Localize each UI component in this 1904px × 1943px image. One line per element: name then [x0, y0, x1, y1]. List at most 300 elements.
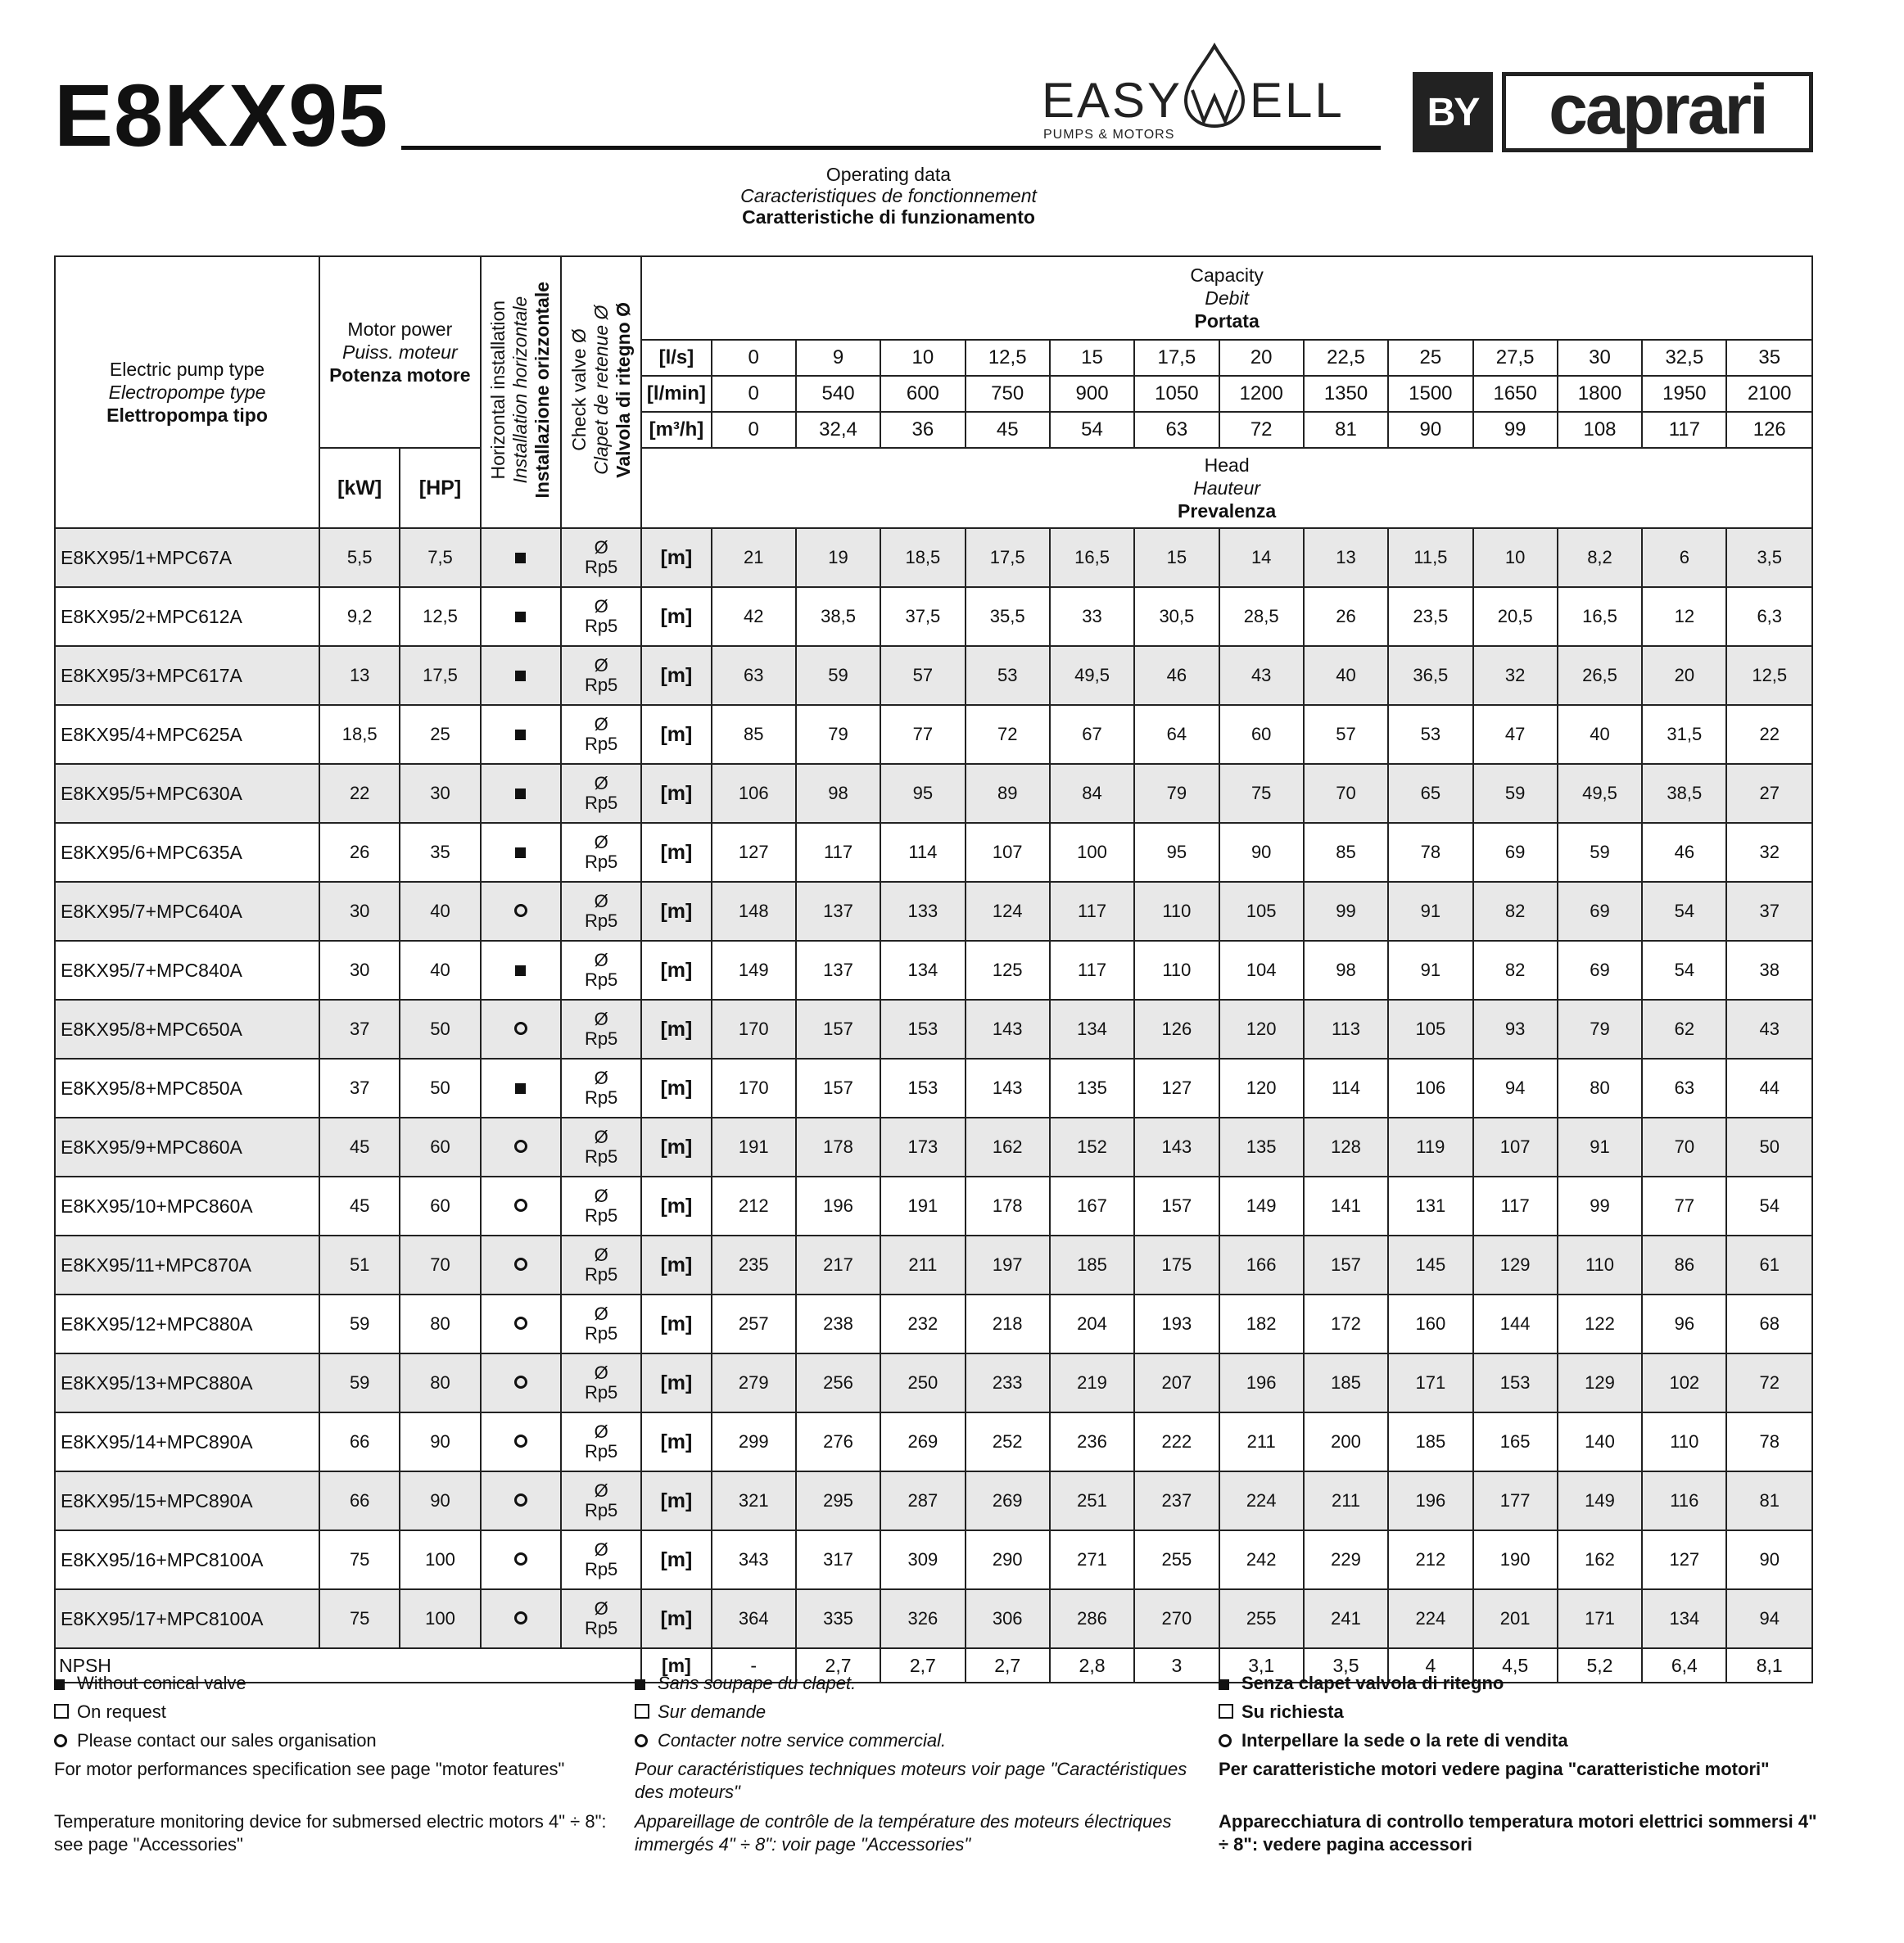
- motor-kw: 30: [319, 882, 400, 941]
- head-value: 193: [1134, 1295, 1219, 1353]
- table-row: [55, 1295, 1812, 1353]
- head-value: 36,5: [1388, 646, 1472, 705]
- filled-square-icon: [515, 788, 526, 799]
- motor-hp: 80: [400, 1353, 480, 1412]
- head-value: 54: [1726, 1177, 1812, 1236]
- head-value: 211: [1219, 1412, 1304, 1471]
- circle-icon: [514, 1022, 527, 1035]
- head-value: 145: [1388, 1236, 1472, 1295]
- npsh-value: 2,8: [1050, 1648, 1134, 1683]
- head-value: 157: [1304, 1236, 1388, 1295]
- head-value: 162: [1558, 1530, 1642, 1589]
- filled-square-icon: [515, 553, 526, 563]
- easywell-logo-subtitle: PUMPS & MOTORS: [1043, 128, 1175, 142]
- note-it-request: Su richiesta: [1241, 1701, 1344, 1722]
- check-valve-symbol: Ø: [594, 1186, 608, 1206]
- head-value: 67: [1050, 705, 1134, 764]
- head-value: 102: [1642, 1353, 1726, 1412]
- flow-value: 1050: [1134, 376, 1219, 412]
- motor-kw: 37: [319, 1059, 400, 1118]
- head-value: 148: [712, 882, 796, 941]
- flow-value: 30: [1558, 340, 1642, 376]
- head-value: 35,5: [966, 587, 1050, 646]
- check-valve: [561, 882, 641, 941]
- note-fr-temp: Appareillage de contrôle de la température des moteurs électriques immergés 4" ÷ 8": voir page "Accessories": [635, 1811, 1172, 1855]
- capacity-header-fr: Debit: [1205, 287, 1249, 309]
- head-value: 133: [880, 882, 965, 941]
- head-value: 135: [1219, 1118, 1304, 1177]
- head-value: 99: [1558, 1177, 1642, 1236]
- head-value: 110: [1642, 1412, 1726, 1471]
- check-valve-size: Rp5: [584, 675, 618, 695]
- head-value: 3,5: [1726, 528, 1812, 587]
- motor-hp: 60: [400, 1118, 480, 1177]
- horizontal-installation-mark: [481, 1059, 561, 1118]
- head-unit: [m]: [641, 528, 711, 587]
- check-valve-size: Rp5: [584, 1559, 618, 1579]
- check-valve-size: Rp5: [584, 1441, 618, 1462]
- check-valve-symbol: Ø: [594, 1539, 608, 1560]
- head-value: 232: [880, 1295, 965, 1353]
- circle-icon: [514, 1435, 527, 1448]
- head-value: 11,5: [1388, 528, 1472, 587]
- head-value: 251: [1050, 1471, 1134, 1530]
- check-valve-symbol: Ø: [594, 891, 608, 911]
- head-header-en: Head: [1204, 454, 1250, 476]
- motor-hp: 80: [400, 1295, 480, 1353]
- table-row: [55, 705, 1812, 764]
- operating-data-fr: Caracteristiques de fonctionnement: [740, 185, 1037, 206]
- npsh-value: 2,7: [796, 1648, 880, 1683]
- head-value: 15: [1134, 528, 1219, 587]
- head-value: 43: [1219, 646, 1304, 705]
- table-row: [55, 1412, 1812, 1471]
- performance-table: [54, 255, 1813, 1683]
- check-valve-size: Rp5: [584, 1205, 618, 1226]
- head-value: 82: [1473, 941, 1558, 1000]
- head-value: 81: [1726, 1471, 1812, 1530]
- head-value: 269: [966, 1471, 1050, 1530]
- head-value: 85: [1304, 823, 1388, 882]
- motor-kw: 22: [319, 764, 400, 823]
- check-valve: [561, 941, 641, 1000]
- filled-square-icon: [1219, 1679, 1229, 1690]
- head-value: 299: [712, 1412, 796, 1471]
- head-unit: [m]: [641, 1295, 711, 1353]
- head-value: 140: [1558, 1412, 1642, 1471]
- check-valve-size: Rp5: [584, 1264, 618, 1285]
- head-value: 170: [712, 1000, 796, 1059]
- table-row: [55, 1471, 1812, 1530]
- check-valve-header: [561, 256, 641, 528]
- pump-type: E8KX95/10+MPC860A: [55, 1177, 319, 1236]
- table-row: [55, 1118, 1812, 1177]
- open-square-icon: [1219, 1704, 1233, 1719]
- check-valve: [561, 1471, 641, 1530]
- table-row: [55, 941, 1812, 1000]
- head-value: 49,5: [1050, 646, 1134, 705]
- check-valve-header-fr: Clapet de retenue Ø: [590, 305, 612, 475]
- check-valve-symbol: Ø: [594, 1304, 608, 1324]
- head-value: 50: [1726, 1118, 1812, 1177]
- head-value: 177: [1473, 1471, 1558, 1530]
- head-value: 233: [966, 1353, 1050, 1412]
- motor-hp: 7,5: [400, 528, 480, 587]
- head-value: 237: [1134, 1471, 1219, 1530]
- check-valve: [561, 764, 641, 823]
- head-value: 290: [966, 1530, 1050, 1589]
- head-value: 12: [1642, 587, 1726, 646]
- head-value: 22: [1726, 705, 1812, 764]
- check-valve: [561, 1118, 641, 1177]
- note-it-motor: Per caratteristiche motori vedere pagina "caratteristiche motori": [1219, 1759, 1770, 1779]
- head-value: 157: [796, 1059, 880, 1118]
- head-value: 114: [1304, 1059, 1388, 1118]
- head-value: 185: [1388, 1412, 1472, 1471]
- flow-value: 540: [796, 376, 880, 412]
- head-value: 72: [966, 705, 1050, 764]
- head-value: 69: [1558, 941, 1642, 1000]
- easywell-logo-right: ELL: [1250, 73, 1345, 128]
- head-value: 317: [796, 1530, 880, 1589]
- head-value: 256: [796, 1353, 880, 1412]
- motor-hp: 35: [400, 823, 480, 882]
- head-value: 43: [1726, 1000, 1812, 1059]
- horizontal-header-en: Horizontal installation: [487, 300, 509, 480]
- head-value: 269: [880, 1412, 965, 1471]
- head-value: 63: [1642, 1059, 1726, 1118]
- head-value: 127: [1134, 1059, 1219, 1118]
- check-valve-symbol: Ø: [594, 1480, 608, 1501]
- head-value: 20,5: [1473, 587, 1558, 646]
- head-header-it: Prevalenza: [1178, 500, 1277, 522]
- head-value: 105: [1388, 1000, 1472, 1059]
- head-value: 59: [1473, 764, 1558, 823]
- check-valve-symbol: Ø: [594, 950, 608, 970]
- head-value: 191: [880, 1177, 965, 1236]
- head-value: 153: [880, 1059, 965, 1118]
- by-badge: BY: [1413, 72, 1493, 152]
- check-valve: [561, 1353, 641, 1412]
- head-value: 85: [712, 705, 796, 764]
- head-value: 134: [1642, 1589, 1726, 1648]
- flow-value: 1500: [1388, 376, 1472, 412]
- page-title: E8KX95: [54, 66, 389, 165]
- motor-kw: 59: [319, 1295, 400, 1353]
- head-header-fr: Hauteur: [1193, 477, 1261, 499]
- table-row: [55, 1236, 1812, 1295]
- motor-kw: 26: [319, 823, 400, 882]
- flow-unit-label: [l/min]: [641, 376, 711, 412]
- check-valve-size: Rp5: [584, 910, 618, 931]
- head-value: 125: [966, 941, 1050, 1000]
- filled-square-icon: [515, 847, 526, 858]
- flow-value: 1200: [1219, 376, 1304, 412]
- pump-type: E8KX95/11+MPC870A: [55, 1236, 319, 1295]
- head-value: 286: [1050, 1589, 1134, 1648]
- flow-value: 9: [796, 340, 880, 376]
- head-value: 93: [1473, 1000, 1558, 1059]
- check-valve-size: Rp5: [584, 1323, 618, 1344]
- motor-kw: 75: [319, 1530, 400, 1589]
- table-row: [55, 528, 1812, 587]
- table-row: [55, 646, 1812, 705]
- operating-data-heading: [631, 164, 1146, 228]
- flow-value: 108: [1558, 412, 1642, 448]
- npsh-value: 4,5: [1473, 1648, 1558, 1683]
- head-unit: [m]: [641, 646, 711, 705]
- head-value: 30,5: [1134, 587, 1219, 646]
- flow-value: 0: [712, 340, 796, 376]
- horizontal-installation-mark: [481, 1236, 561, 1295]
- head-value: 175: [1134, 1236, 1219, 1295]
- motor-kw: 66: [319, 1471, 400, 1530]
- head-value: 149: [1558, 1471, 1642, 1530]
- head-value: 107: [966, 823, 1050, 882]
- head-value: 16,5: [1050, 528, 1134, 587]
- motor-kw: 30: [319, 941, 400, 1000]
- head-value: 172: [1304, 1295, 1388, 1353]
- head-value: 46: [1134, 646, 1219, 705]
- check-valve: [561, 1000, 641, 1059]
- motor-kw: 45: [319, 1177, 400, 1236]
- head-value: 196: [1388, 1471, 1472, 1530]
- type-header-en: Electric pump type: [109, 359, 265, 380]
- head-value: 23,5: [1388, 587, 1472, 646]
- motor-hp: 40: [400, 941, 480, 1000]
- head-value: 117: [796, 823, 880, 882]
- head-value: 6: [1642, 528, 1726, 587]
- motor-power-header-en: Motor power: [347, 319, 453, 340]
- head-value: 152: [1050, 1118, 1134, 1177]
- motor-kw: 37: [319, 1000, 400, 1059]
- circle-icon: [514, 904, 527, 917]
- head-unit: [m]: [641, 764, 711, 823]
- head-value: 250: [880, 1353, 965, 1412]
- head-value: 91: [1388, 941, 1472, 1000]
- motor-kw: 51: [319, 1236, 400, 1295]
- flow-value: 63: [1134, 412, 1219, 448]
- head-value: 98: [796, 764, 880, 823]
- flow-value: 36: [880, 412, 965, 448]
- head-value: 106: [1388, 1059, 1472, 1118]
- table-row: [55, 1530, 1812, 1589]
- head-value: 162: [966, 1118, 1050, 1177]
- head-value: 90: [1726, 1530, 1812, 1589]
- circle-icon: [514, 1376, 527, 1389]
- easywell-logo: [1040, 43, 1351, 149]
- pump-type: E8KX95/12+MPC880A: [55, 1295, 319, 1353]
- motor-hp: 50: [400, 1000, 480, 1059]
- head-value: 79: [796, 705, 880, 764]
- head-value: 295: [796, 1471, 880, 1530]
- flow-value: 45: [966, 412, 1050, 448]
- head-value: 211: [880, 1236, 965, 1295]
- npsh-value: 2,7: [880, 1648, 965, 1683]
- head-value: 79: [1558, 1000, 1642, 1059]
- head-value: 211: [1304, 1471, 1388, 1530]
- check-valve-header-en: Check valve Ø: [568, 328, 590, 451]
- head-value: 270: [1134, 1589, 1219, 1648]
- motor-kw: 13: [319, 646, 400, 705]
- check-valve-size: Rp5: [584, 1382, 618, 1403]
- motor-hp: 12,5: [400, 587, 480, 646]
- motor-hp: 100: [400, 1530, 480, 1589]
- circle-icon: [1219, 1734, 1232, 1747]
- horizontal-installation-mark: [481, 882, 561, 941]
- check-valve-size: Rp5: [584, 557, 618, 577]
- head-value: 46: [1642, 823, 1726, 882]
- pump-type: E8KX95/3+MPC617A: [55, 646, 319, 705]
- head-value: 157: [1134, 1177, 1219, 1236]
- head-value: 57: [880, 646, 965, 705]
- check-valve-size: Rp5: [584, 1618, 618, 1638]
- head-value: 137: [796, 941, 880, 1000]
- check-valve-header-it: Valvola di ritegno Ø: [612, 301, 634, 478]
- head-value: 127: [1642, 1530, 1726, 1589]
- head-value: 157: [796, 1000, 880, 1059]
- table-row: [55, 882, 1812, 941]
- head-value: 53: [966, 646, 1050, 705]
- head-value: 212: [712, 1177, 796, 1236]
- table-row: [55, 764, 1812, 823]
- flow-value: 117: [1642, 412, 1726, 448]
- head-value: 91: [1388, 882, 1472, 941]
- horizontal-installation-mark: [481, 764, 561, 823]
- flow-value: 32,4: [796, 412, 880, 448]
- check-valve-symbol: Ø: [594, 1127, 608, 1147]
- head-value: 69: [1473, 823, 1558, 882]
- head-value: 287: [880, 1471, 965, 1530]
- head-unit: [m]: [641, 941, 711, 1000]
- head-unit: [m]: [641, 1530, 711, 1589]
- npsh-value: 3: [1134, 1648, 1219, 1683]
- head-value: 64: [1134, 705, 1219, 764]
- head-value: 89: [966, 764, 1050, 823]
- table-row: [55, 1177, 1812, 1236]
- head-value: 122: [1558, 1295, 1642, 1353]
- head-value: 95: [1134, 823, 1219, 882]
- note-fr-square: Sans soupape du clapet.: [658, 1673, 857, 1693]
- head-value: 38: [1726, 941, 1812, 1000]
- filled-square-icon: [515, 730, 526, 740]
- motor-hp: 30: [400, 764, 480, 823]
- head-value: 26,5: [1558, 646, 1642, 705]
- operating-data-en: Operating data: [825, 164, 952, 185]
- head-value: 113: [1304, 1000, 1388, 1059]
- head-value: 178: [796, 1118, 880, 1177]
- npsh-unit: [m]: [641, 1648, 711, 1683]
- flow-value: 1350: [1304, 376, 1388, 412]
- check-valve-size: Rp5: [584, 734, 618, 754]
- head-value: 128: [1304, 1118, 1388, 1177]
- head-unit: [m]: [641, 1000, 711, 1059]
- head-value: 207: [1134, 1353, 1219, 1412]
- circle-icon: [514, 1317, 527, 1330]
- head-value: 257: [712, 1295, 796, 1353]
- circle-icon: [635, 1734, 648, 1747]
- head-value: 10: [1473, 528, 1558, 587]
- flow-value: 15: [1050, 340, 1134, 376]
- head-unit: [m]: [641, 1353, 711, 1412]
- head-value: 149: [1219, 1177, 1304, 1236]
- head-value: 78: [1726, 1412, 1812, 1471]
- head-value: 222: [1134, 1412, 1219, 1471]
- pump-type: E8KX95/14+MPC890A: [55, 1412, 319, 1471]
- head-value: 84: [1050, 764, 1134, 823]
- easywell-logo-left: EASY: [1042, 73, 1183, 128]
- flow-value: 2100: [1726, 376, 1812, 412]
- check-valve: [561, 1530, 641, 1589]
- check-valve-size: Rp5: [584, 1087, 618, 1108]
- head-value: 217: [796, 1236, 880, 1295]
- npsh-value: 4: [1388, 1648, 1472, 1683]
- head-unit: [m]: [641, 1412, 711, 1471]
- head-value: 143: [966, 1000, 1050, 1059]
- head-value: 116: [1642, 1471, 1726, 1530]
- head-value: 8,2: [1558, 528, 1642, 587]
- head-value: 61: [1726, 1236, 1812, 1295]
- pump-type: E8KX95/17+MPC8100A: [55, 1589, 319, 1648]
- head-value: 200: [1304, 1412, 1388, 1471]
- head-value: 166: [1219, 1236, 1304, 1295]
- check-valve-symbol: Ø: [594, 1068, 608, 1088]
- horizontal-installation-mark: [481, 823, 561, 882]
- head-value: 82: [1473, 882, 1558, 941]
- head-value: 94: [1473, 1059, 1558, 1118]
- head-value: 96: [1642, 1295, 1726, 1353]
- caprari-logo: [1413, 72, 1822, 154]
- motor-hp: 25: [400, 705, 480, 764]
- head-value: 171: [1558, 1589, 1642, 1648]
- head-value: 255: [1134, 1530, 1219, 1589]
- pump-type: E8KX95/13+MPC880A: [55, 1353, 319, 1412]
- head-value: 219: [1050, 1353, 1134, 1412]
- head-value: 173: [880, 1118, 965, 1177]
- head-value: 224: [1388, 1589, 1472, 1648]
- check-valve-symbol: Ø: [594, 832, 608, 852]
- head-value: 182: [1219, 1295, 1304, 1353]
- note-en-motor: For motor performances specification see page "motor features": [54, 1759, 565, 1779]
- horizontal-installation-header: [481, 256, 561, 528]
- pump-type: E8KX95/7+MPC640A: [55, 882, 319, 941]
- horizontal-installation-mark: [481, 1412, 561, 1471]
- pump-type: E8KX95/9+MPC860A: [55, 1118, 319, 1177]
- pump-type: E8KX95/16+MPC8100A: [55, 1530, 319, 1589]
- head-value: 124: [966, 882, 1050, 941]
- head-value: 32: [1726, 823, 1812, 882]
- flow-value: 750: [966, 376, 1050, 412]
- head-value: 196: [796, 1177, 880, 1236]
- head-value: 59: [796, 646, 880, 705]
- head-value: 75: [1219, 764, 1304, 823]
- flow-value: 20: [1219, 340, 1304, 376]
- head-unit: [m]: [641, 587, 711, 646]
- head-value: 134: [1050, 1000, 1134, 1059]
- motor-hp: 90: [400, 1471, 480, 1530]
- head-value: 160: [1388, 1295, 1472, 1353]
- flow-value: 99: [1473, 412, 1558, 448]
- flow-value: 10: [880, 340, 965, 376]
- head-value: 104: [1219, 941, 1304, 1000]
- check-valve: [561, 1412, 641, 1471]
- check-valve-symbol: Ø: [594, 1362, 608, 1383]
- head-value: 110: [1134, 882, 1219, 941]
- head-value: 54: [1642, 882, 1726, 941]
- head-value: 326: [880, 1589, 965, 1648]
- head-value: 59: [1558, 823, 1642, 882]
- flow-value: 1650: [1473, 376, 1558, 412]
